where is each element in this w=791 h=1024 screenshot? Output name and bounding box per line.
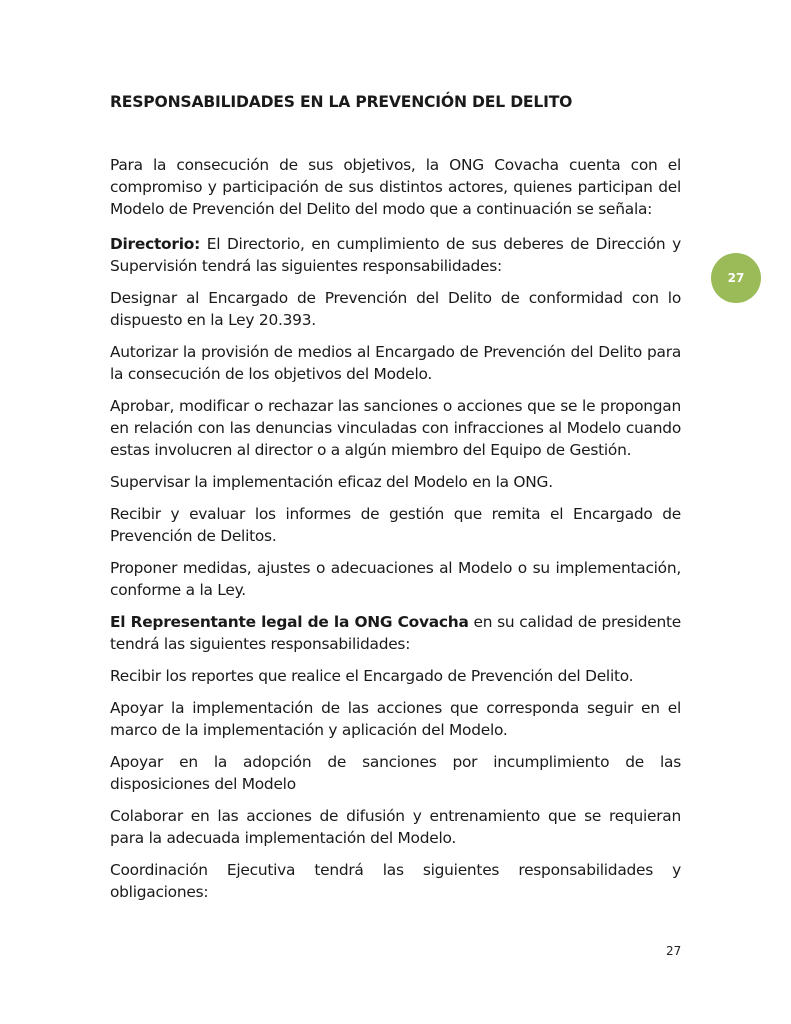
directorio-item: Designar al Encargado de Prevención del Delito de conformidad con lo dispuesto en la Ley 20.393. [110, 289, 681, 329]
page-badge: 27 [711, 253, 761, 303]
representante-item: Apoyar la implementación de las acciones que corresponda seguir en el marco de la implementación y aplicación del Modelo. [110, 699, 681, 739]
section-title: RESPONSABILIDADES EN LA PREVENCIÓN DEL DELITO [110, 93, 573, 111]
representante-text: en su calidad de presidente tendrá las siguientes responsabilidades: [110, 613, 681, 653]
coordinacion-paragraph: Coordinación Ejecutiva tendrá las siguientes responsabilidades y obligaciones: [110, 861, 681, 901]
page-content [110, 92, 681, 913]
directorio-item: Aprobar, modificar o rechazar las sanciones o acciones que se le propongan en relación con las denuncias vinculadas con infracciones al Modelo cuando estas involucren al director o a algún miembro del Equipo de Gestión. [110, 397, 681, 459]
representante-item: Apoyar en la adopción de sanciones por incumplimiento de las disposiciones del Modelo [110, 753, 681, 793]
directorio-item: Recibir y evaluar los informes de gestión que remita el Encargado de Prevención de Delitos. [110, 505, 681, 545]
representante-item: Recibir los reportes que realice el Encargado de Prevención del Delito. [110, 667, 634, 685]
representante-item: Colaborar en las acciones de difusión y entrenamiento que se requieran para la adecuada implementación del Modelo. [110, 807, 681, 847]
directorio-item: Autorizar la provisión de medios al Encargado de Prevención del Delito para la consecución de los objetivos del Modelo. [110, 343, 681, 383]
representante-paragraph [110, 611, 681, 655]
directorio-label: Directorio: [110, 235, 200, 253]
directorio-paragraph [110, 233, 681, 277]
intro-paragraph: Para la consecución de sus objetivos, la ONG Covacha cuenta con el compromiso y participación de sus distintos actores, quienes participan del Modelo de Prevención del Delito del modo que a continuación se señala: [110, 156, 681, 218]
page-number: 27 [666, 944, 682, 958]
representante-label: El Representante legal de la ONG Covacha [110, 613, 469, 631]
directorio-text: El Directorio, en cumplimiento de sus deberes de Dirección y Supervisión tendrá las siguientes responsabilidades: [110, 235, 681, 275]
directorio-item: Proponer medidas, ajustes o adecuaciones al Modelo o su implementación, conforme a la Ley. [110, 559, 681, 599]
directorio-item: Supervisar la implementación eficaz del Modelo en la ONG. [110, 473, 553, 491]
